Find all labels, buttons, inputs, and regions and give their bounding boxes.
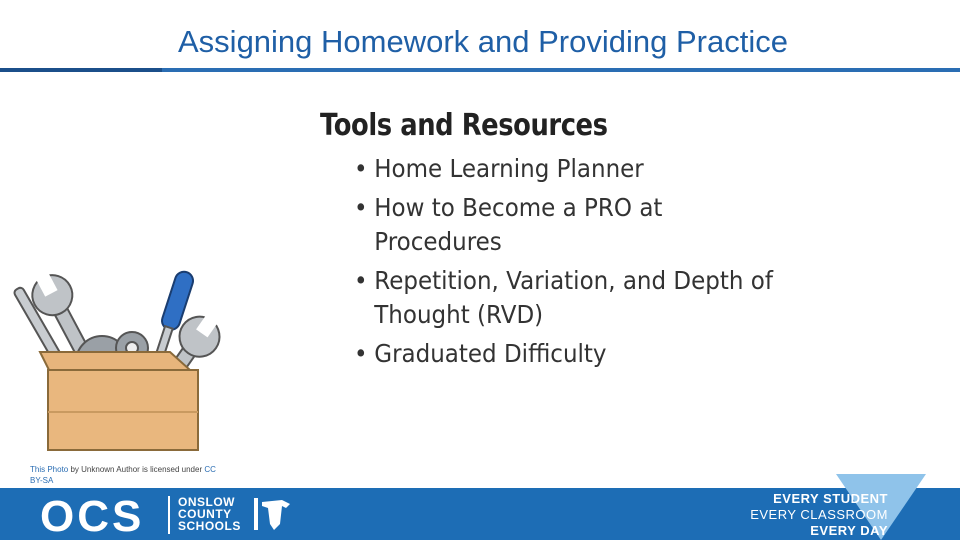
mascot-icon [252, 494, 294, 534]
credit-text: by Unknown Author is licensed under [68, 465, 205, 474]
slide-title: Assigning Homework and Providing Practice [178, 24, 788, 59]
toolbox-image [10, 262, 240, 462]
org-name [178, 496, 241, 532]
motto-line: EVERY STUDENT [773, 491, 888, 506]
org-line: COUNTY [178, 507, 232, 521]
bullet-item: • How to Become a PRO at Procedures [354, 191, 786, 259]
bullet-list [354, 152, 824, 376]
bullet-item: • Home Learning Planner [354, 152, 786, 186]
motto-line: EVERY CLASSROOM [750, 507, 888, 522]
section-heading: Tools and Resources [320, 108, 608, 143]
bullet-item: • Repetition, Variation, and Depth of Thought (RVD) [354, 264, 786, 332]
image-credit [30, 464, 230, 486]
ocs-logo: OCS [40, 492, 145, 541]
org-line: ONSLOW [178, 495, 235, 509]
license-link[interactable]: CC BY-SA [30, 465, 216, 485]
bullet-item: • Graduated Difficulty [354, 337, 786, 371]
box-icon [40, 352, 198, 450]
motto-line: EVERY DAY [810, 523, 888, 538]
credit-link[interactable]: This Photo [30, 465, 69, 474]
motto [750, 491, 888, 539]
title-divider-accent [0, 68, 162, 72]
org-line: SCHOOLS [178, 519, 241, 533]
logo-divider [168, 496, 170, 534]
